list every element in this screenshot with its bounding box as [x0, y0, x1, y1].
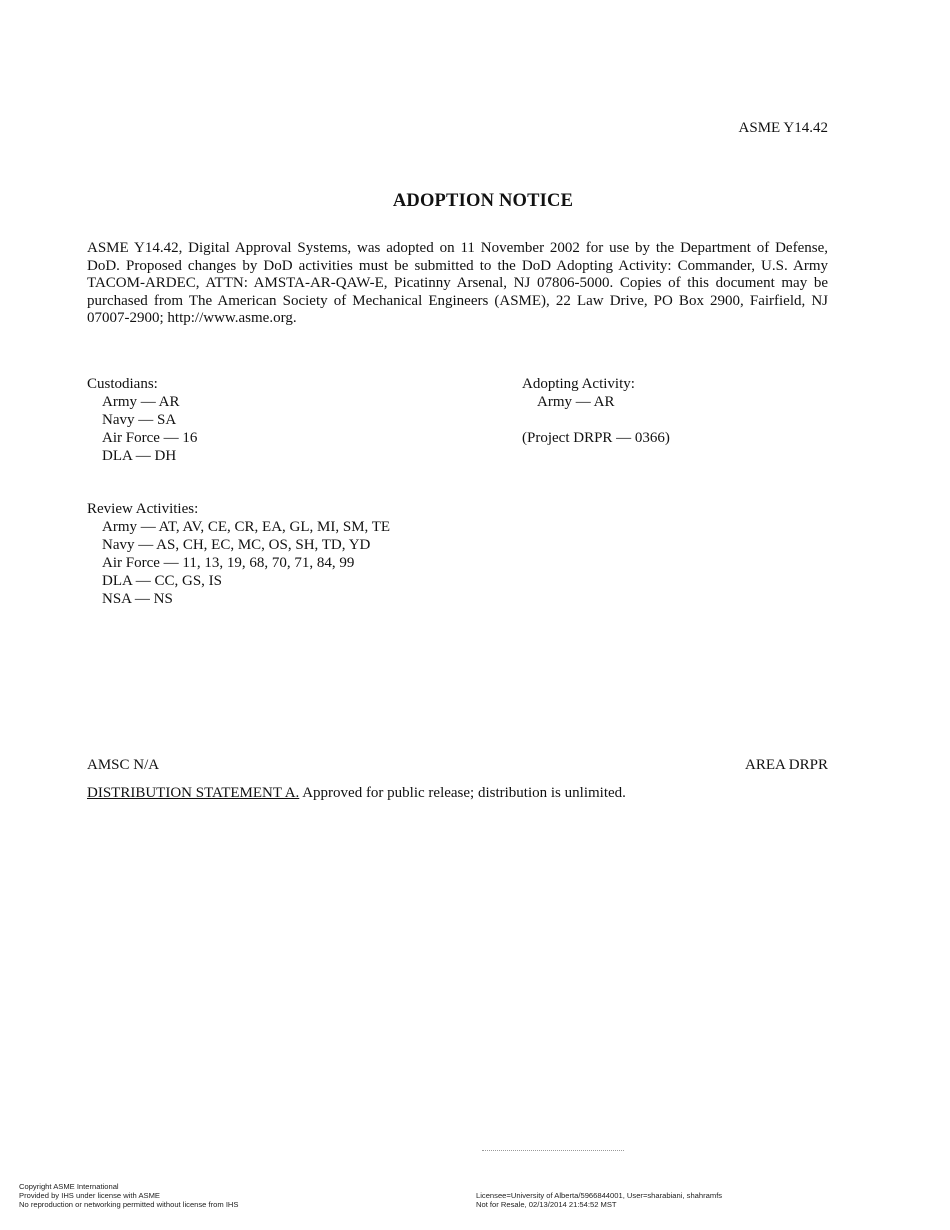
footer-line: Licensee=University of Alberta/5966844001, User=sharabiani, shahramfs: [476, 1191, 723, 1200]
dotted-divider: [482, 1150, 624, 1155]
spacer: [522, 411, 670, 429]
review-activity-item: Army — AT, AV, CE, CR, EA, GL, MI, SM, TE: [102, 519, 391, 535]
adopting-activity-section: [522, 375, 670, 447]
custodian-item: Navy — SA: [102, 412, 177, 428]
review-activity-item: Air Force — 11, 13, 19, 68, 70, 71, 84, 99: [102, 555, 355, 571]
footer-line: Not for Resale, 02/13/2014 21:54:52 MST: [476, 1200, 617, 1209]
footer-copyright: [19, 1182, 238, 1209]
page-title: ADOPTION NOTICE: [392, 191, 574, 211]
custodian-item: Air Force — 16: [102, 430, 198, 446]
adoption-paragraph: ASME Y14.42, Digital Approval Systems, was adopted on 11 November 2002 for use by the Department of Defense, DoD. Proposed changes by DoD activities must be submitted to the DoD Adopting Activity: Commander, U.S. Army TACOM-ARDEC, ATTN: AMSTA-AR-QAW-E, Picatinny Arsenal, NJ 07806-5000. Copies of this document may be purchased from The American Society of Mechanical Engineers (ASME), 22 Law Drive, PO Box 2900, Fairfield, NJ 07007-2900; http://www.asme.org.: [87, 240, 828, 327]
footer-line: No reproduction or networking permitted without license from IHS: [19, 1200, 239, 1209]
footer-line: Copyright ASME International: [19, 1182, 119, 1191]
review-activity-item: NSA — NS: [102, 591, 173, 607]
custodians-section: [87, 375, 197, 465]
distribution-label: DISTRIBUTION STATEMENT A.: [87, 785, 300, 801]
footer-line: Provided by IHS under license with ASME: [19, 1191, 160, 1200]
amsc-label: AMSC N/A: [87, 757, 160, 773]
custodian-item: Army — AR: [102, 394, 180, 410]
document-id: ASME Y14.42: [738, 120, 828, 136]
custodian-item: DLA — DH: [102, 448, 177, 464]
review-activity-item: DLA — CC, GS, IS: [102, 573, 223, 589]
review-activities-section: [87, 500, 390, 608]
review-activity-item: Navy — AS, CH, EC, MC, OS, SH, TD, YD: [102, 537, 371, 553]
area-label: AREA DRPR: [745, 757, 828, 773]
custodians-heading: Custodians:: [87, 376, 158, 392]
footer-license: [476, 1191, 722, 1209]
adopting-activity-heading: Adopting Activity:: [522, 376, 635, 392]
adopting-activity-item: Army — AR: [537, 394, 615, 410]
distribution-statement: [87, 785, 626, 802]
project-number: (Project DRPR — 0366): [522, 430, 670, 446]
review-activities-heading: Review Activities:: [87, 501, 199, 517]
distribution-text: Approved for public release; distribution is unlimited.: [299, 785, 626, 801]
